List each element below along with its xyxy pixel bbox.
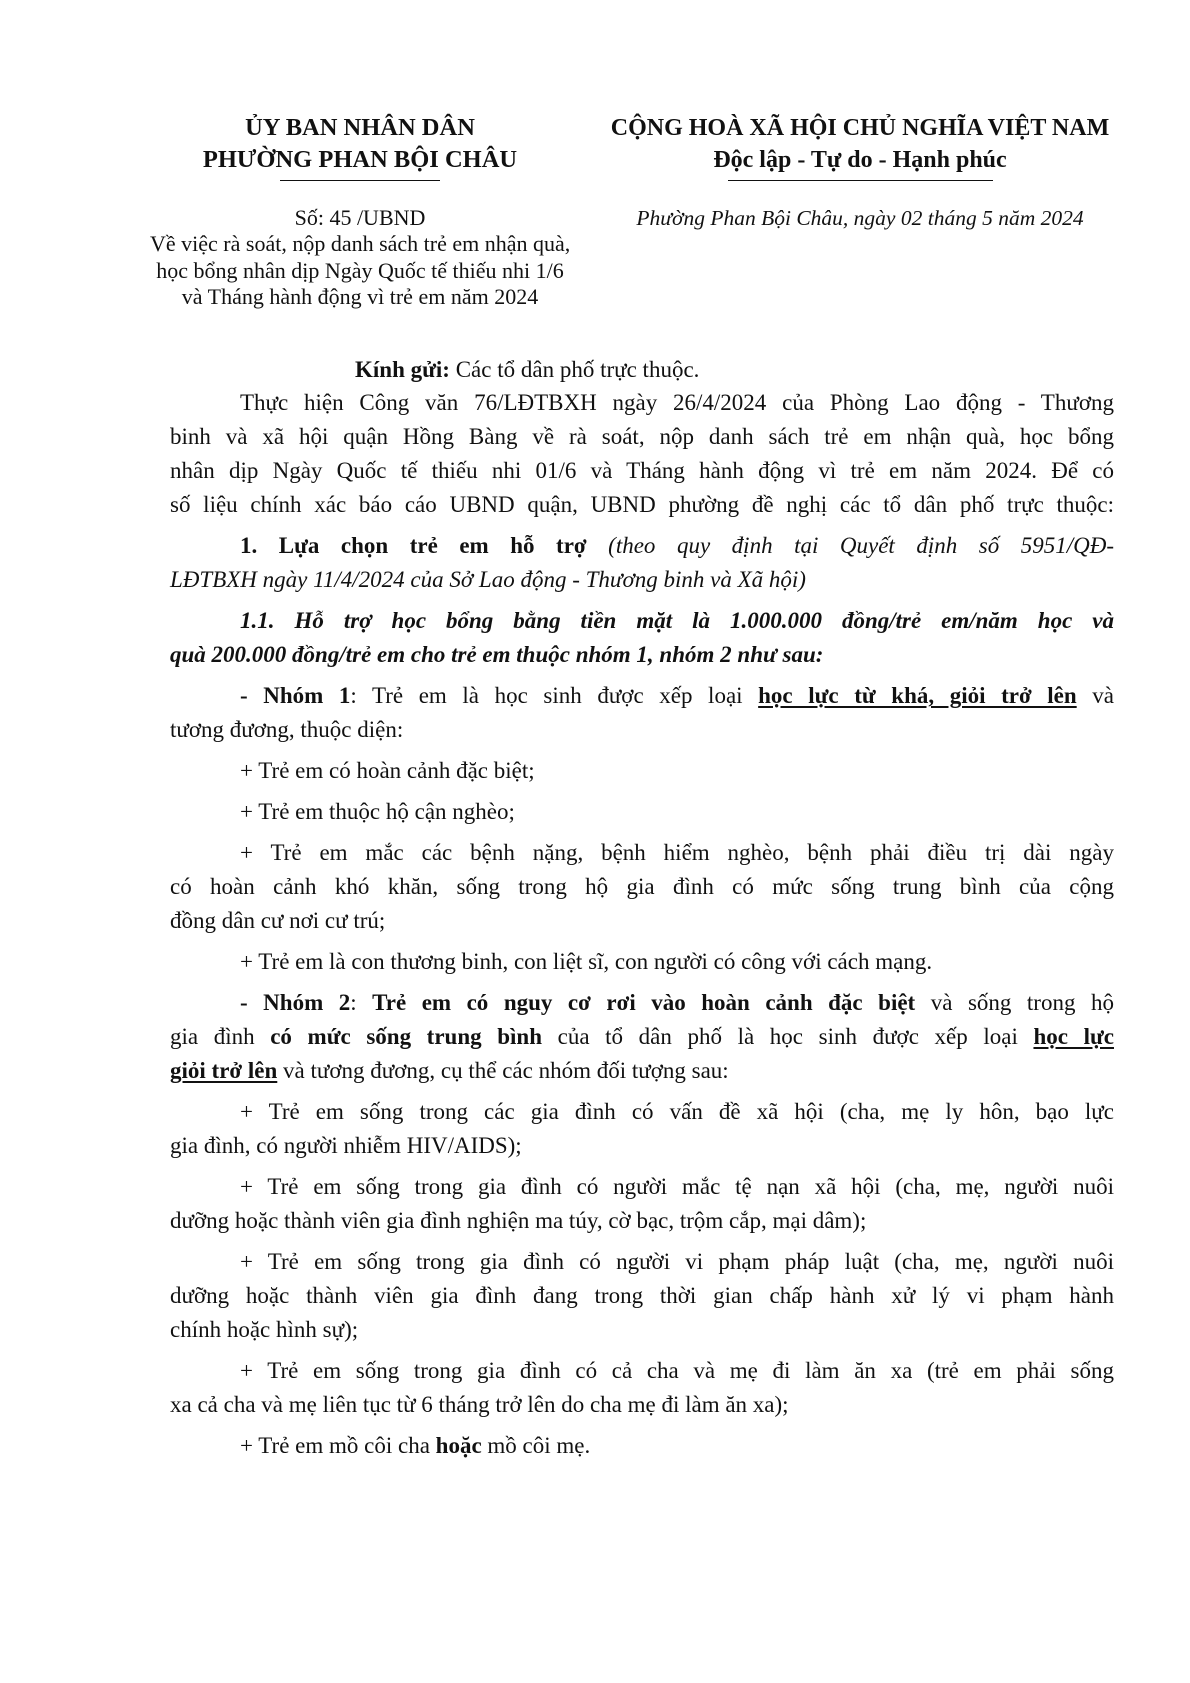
group-1-line: tương đương, thuộc diện: (170, 717, 404, 742)
group-2-text: và tương đương, cụ thể các nhóm đối tượng sau: (277, 1058, 729, 1083)
section-1-1-line: 1.1. Hỗ trợ học bổng bằng tiền mặt là 1.000.000 đồng/trẻ em/năm học và (240, 608, 1114, 633)
group-2-text: gia đình (170, 1024, 271, 1049)
recipient (355, 355, 699, 385)
group-2-emphasis: giỏi trở lên (170, 1058, 278, 1083)
group-2-item: + Trẻ em sống trong gia đình có người vi phạm pháp luật (cha, mẹ, người nuôi (240, 1249, 1114, 1274)
group-1-heading (240, 681, 1114, 711)
group-2-bold: hoặc (435, 1433, 482, 1458)
intro-line: số liệu chính xác báo cáo UBND quận, UBND phường đề nghị các tổ dân phố trực thuộc: (170, 492, 1114, 517)
section-1-title: 1. Lựa chọn trẻ em hỗ trợ (240, 533, 587, 558)
authority-underline (280, 180, 440, 181)
intro-line: Thực hiện Công văn 76/LĐTBXH ngày 26/4/2024 của Phòng Lao động - Thương (240, 390, 1114, 415)
group-1-text: và (1076, 683, 1114, 708)
subject-line: Về việc rà soát, nộp danh sách trẻ em nhận quà, (150, 231, 571, 256)
group-2-line (170, 1056, 1114, 1086)
section-1-note: (theo quy định tại Quyết định số 5951/QĐ- (586, 533, 1114, 558)
group-2-text: và sống trong hộ (915, 990, 1114, 1015)
group-1-label: - Nhóm 1 (240, 683, 351, 708)
group-2-item-cont: xa cả cha và mẹ liên tục từ 6 tháng trở lên do cha mẹ đi làm ăn xa); (170, 1392, 789, 1417)
motto-underline (728, 180, 993, 181)
group-2-item-cont: chính hoặc hình sự); (170, 1317, 359, 1342)
group-2-item: + Trẻ em sống trong gia đình có cả cha và mẹ đi làm ăn xa (trẻ em phải sống (240, 1358, 1114, 1383)
group-1-item-cont: có hoàn cảnh khó khăn, sống trong hộ gia đình có mức sống trung bình của cộng (170, 874, 1114, 899)
group-2-item-cont: dưỡng hoặc thành viên gia đình đang trong thời gian chấp hành xử lý vi phạm hành (170, 1283, 1114, 1308)
section-1-heading (240, 531, 1114, 561)
group-2-bold: Trẻ em có nguy cơ rơi vào hoàn cảnh đặc biệt (372, 990, 916, 1015)
group-2-label: - Nhóm 2 (240, 990, 351, 1015)
group-1-text: : Trẻ em là học sinh được xếp loại (350, 683, 759, 708)
group-2-emphasis: học lực (1033, 1024, 1114, 1049)
group-2-text: + Trẻ em mồ côi cha (240, 1433, 436, 1458)
issuing-authority (150, 112, 570, 181)
group-2-bold: có mức sống trung bình (270, 1024, 543, 1049)
document-number: Số: 45 /UBND (294, 205, 426, 230)
section-1-note-cont: LĐTBXH ngày 11/4/2024 của Sở Lao động - Thương binh và Xã hội) (170, 567, 806, 592)
group-1-item-cont: đồng dân cư nơi cư trú; (170, 908, 386, 933)
place-date: Phường Phan Bội Châu, ngày 02 tháng 5 năm 2024 (636, 206, 1084, 230)
group-1-item: + Trẻ em có hoàn cảnh đặc biệt; (240, 758, 535, 783)
group-2-item: + Trẻ em sống trong các gia đình có vấn đề xã hội (cha, mẹ ly hôn, bạo lực (240, 1099, 1114, 1124)
recipient-text: Các tổ dân phố trực thuộc. (449, 357, 700, 382)
intro-line: binh và xã hội quận Hồng Bàng về rà soát, nộp danh sách trẻ em nhận quà, học bổng (170, 424, 1114, 449)
group-1-item: + Trẻ em là con thương binh, con liệt sĩ, con người có công với cách mạng. (240, 949, 933, 974)
group-2-text: của tổ dân phố là học sinh được xếp loại (542, 1024, 1034, 1049)
authority-line-1: ỦY BAN NHÂN DÂN (245, 114, 475, 141)
motto: Độc lập - Tự do - Hạnh phúc (713, 147, 1007, 173)
group-2-item-cont: gia đình, có người nhiễm HIV/AIDS); (170, 1133, 522, 1158)
subject-line: và Tháng hành động vì trẻ em năm 2024 (181, 284, 539, 309)
authority-line-2: PHƯỜNG PHAN BỘI CHÂU (202, 146, 518, 173)
group-1-item: + Trẻ em mắc các bệnh nặng, bệnh hiểm nghèo, bệnh phải điều trị dài ngày (240, 840, 1114, 865)
group-2-item-cont: dưỡng hoặc thành viên gia đình nghiện ma túy, cờ bạc, trộm cắp, mại dâm); (170, 1208, 867, 1233)
document-subject (150, 231, 570, 311)
country-name: CỘNG HOÀ XÃ HỘI CHỦ NGHĨA VIỆT NAM (610, 115, 1110, 141)
group-2-text: : (350, 990, 373, 1015)
group-2-text: mồ côi mẹ. (481, 1433, 591, 1458)
intro-line: nhân dịp Ngày Quốc tế thiếu nhi 01/6 và Tháng hành động vì trẻ em năm 2024. Để có (170, 458, 1114, 483)
section-1-1-line: quà 200.000 đồng/trẻ em cho trẻ em thuộc nhóm 1, nhóm 2 như sau: (170, 642, 824, 667)
group-1-emphasis: học lực từ khá, giỏi trở lên (758, 683, 1077, 708)
group-2-item (240, 1431, 1114, 1461)
group-2-heading (240, 988, 1114, 1018)
subject-line: học bổng nhân dịp Ngày Quốc tế thiếu nhi 1/6 (156, 257, 564, 283)
national-motto (580, 112, 1140, 181)
group-1-item: + Trẻ em thuộc hộ cận nghèo; (240, 799, 515, 824)
recipient-label: Kính gửi: (355, 357, 450, 382)
group-2-line (170, 1022, 1114, 1052)
group-2-item: + Trẻ em sống trong gia đình có người mắc tệ nạn xã hội (cha, mẹ, người nuôi (240, 1174, 1114, 1199)
